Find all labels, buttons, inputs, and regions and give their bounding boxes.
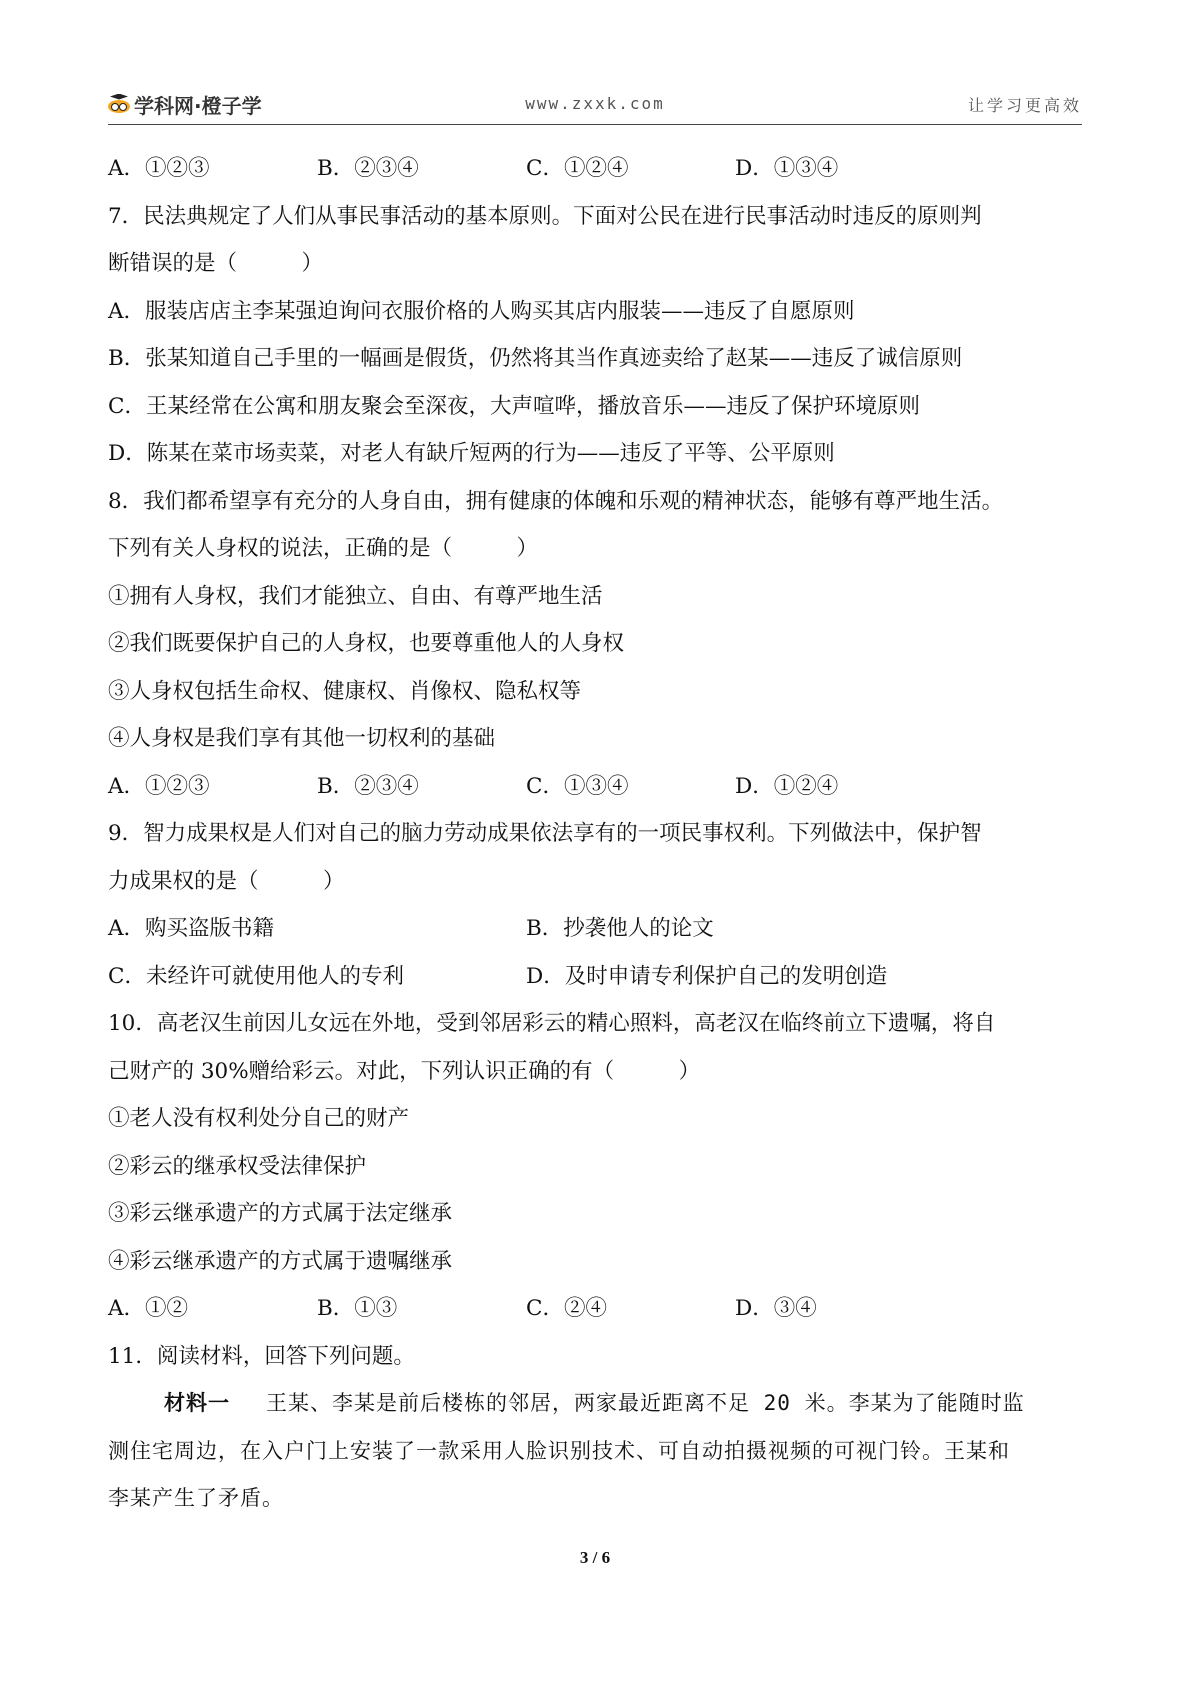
- page-number: 3 / 6: [579, 1548, 611, 1567]
- q6-option-a: A．①②③: [108, 156, 210, 181]
- q10-option-b: B．①③: [317, 1296, 398, 1321]
- logo-text: 学科网·橙子学: [134, 94, 262, 118]
- slogan: 让学习更高效: [967, 96, 1082, 115]
- q7-option-b: B．张某知道自己手里的一幅画是假货，仍然将其当作真迹卖给了赵某——违反了诚信原则: [108, 346, 963, 371]
- q6-option-d: D．①③④: [735, 156, 839, 181]
- q7-stem-line2: 断错误的是（ ）: [108, 251, 324, 276]
- q8-item-4: ④人身权是我们享有其他一切权利的基础: [108, 726, 496, 751]
- q10-item-2: ②彩云的继承权受法律保护: [108, 1153, 367, 1179]
- q9-option-c: C．未经许可就使用他人的专利: [108, 963, 404, 989]
- q6-option-c: C．①②④: [526, 156, 629, 181]
- q6-option-b: B．②③④: [317, 156, 419, 181]
- q8-item-2: ②我们既要保护自己的人身权，也要尊重他人的人身权: [108, 631, 625, 656]
- q10-option-a: A．①②: [108, 1296, 189, 1321]
- q11-material-line1: [108, 1380, 1098, 1428]
- q9-stem-line2: 力成果权的是（ ）: [108, 868, 345, 894]
- q10-options: [108, 1285, 1098, 1333]
- q10-stem-line2: 己财产的 30%赠给彩云。对此，下列认识正确的有（ ）: [108, 1058, 701, 1084]
- q10-item-3: ③彩云继承遗产的方式属于法定继承: [108, 1201, 453, 1226]
- q8-stem-line2: 下列有关人身权的说法，正确的是（ ）: [108, 536, 539, 561]
- q8-option-d: D．①②④: [735, 773, 839, 799]
- q9-option-b: B．抄袭他人的论文: [526, 916, 714, 941]
- q8-option-a: A．①②③: [108, 773, 210, 799]
- q9-stem-line1: 9．智力成果权是人们对自己的脑力劳动成果依法享有的一项民事权利。下列做法中，保护智: [108, 821, 982, 846]
- q10-option-c: C．②④: [526, 1296, 607, 1321]
- q9-option-d: D．及时申请专利保护自己的发明创造: [526, 963, 888, 989]
- q8-stem-line1: 8．我们都希望享有充分的人身自由，拥有健康的体魄和乐观的精神状态，能够有尊严地生活。: [108, 488, 1004, 514]
- q10-item-1: ①老人没有权利处分自己的财产: [108, 1106, 410, 1131]
- q7-stem-line1: 7．民法典规定了人们从事民事活动的基本原则。下面对公民在进行民事活动时违反的原则判: [108, 203, 982, 229]
- q11-material-line2: 测住宅周边，在入户门上安装了一款采用人脸识别技术、可自动拍摄视频的可视门铃。王某和: [108, 1438, 1010, 1463]
- q8-option-c: C．①③④: [526, 773, 629, 799]
- q9-options-row1: [108, 905, 1098, 953]
- q8-options: [108, 763, 1098, 811]
- q6-options: [108, 145, 1098, 193]
- q8-option-b: B．②③④: [317, 773, 419, 799]
- q7-option-d: D．陈某在菜市场卖菜，对老人有缺斤短两的行为——违反了平等、公平原则: [108, 441, 835, 466]
- q10-item-4: ④彩云继承遗产的方式属于遗嘱继承: [108, 1248, 453, 1274]
- q9-options-row2: [108, 953, 1098, 1001]
- q11-material-title: 材料一: [164, 1391, 230, 1415]
- q10-stem-line1: 10．高老汉生前因儿女远在外地，受到邻居彩云的精心照料，高老汉在临终前立下遗嘱，将自: [108, 1011, 996, 1036]
- q9-option-a: A．购买盗版书籍: [108, 916, 275, 941]
- q8-item-3: ③人身权包括生命权、健康权、肖像权、隐私权等: [108, 678, 582, 704]
- q11-stem: 11．阅读材料，回答下列问题。: [108, 1343, 415, 1369]
- q11-material-text1: 王某、李某是前后楼栋的邻居，两家最近距离不足 20 米。李某为了能随时监: [266, 1391, 1025, 1415]
- site-url: www.zxxk.com: [525, 94, 665, 113]
- exam-content: [108, 145, 1098, 1523]
- q11-material-line3: 李某产生了矛盾。: [108, 1486, 284, 1510]
- q8-item-1: ①拥有人身权，我们才能独立、自由、有尊严地生活: [108, 583, 603, 609]
- q10-option-d: D．③④: [735, 1296, 817, 1321]
- page-header: [108, 84, 1082, 125]
- q7-option-a: A．服装店店主李某强迫询问衣服价格的人购买其店内服装——违反了自愿原则: [108, 298, 855, 324]
- q7-option-c: C．王某经常在公寓和朋友聚会至深夜，大声喧哗，播放音乐——违反了保护环境原则: [108, 393, 920, 419]
